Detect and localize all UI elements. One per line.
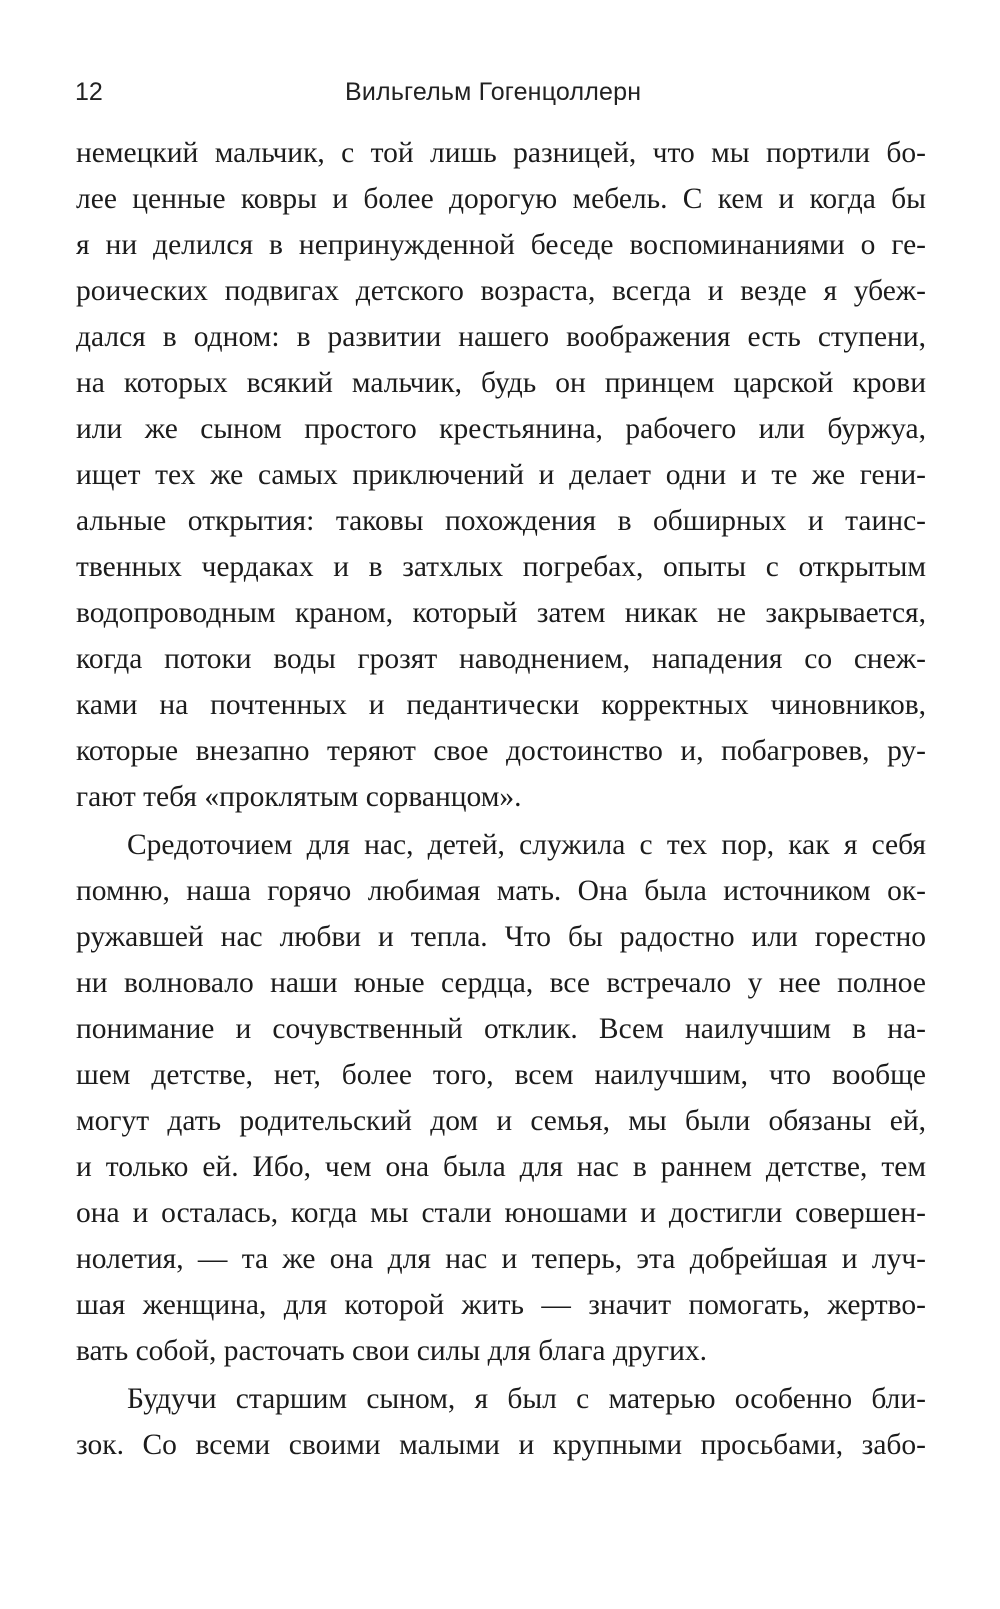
text-line: или же сыном простого крестьянина, рабочего или буржуа,: [76, 413, 926, 445]
text-line: понимание и сочувственный отклик. Всем наилучшим в на-: [76, 1013, 926, 1045]
text-line: она и осталась, когда мы стали юношами и достигли совершен-: [76, 1197, 926, 1229]
text-line: нолетия, — та же она для нас и теперь, эта добрейшая и луч-: [76, 1243, 926, 1275]
running-header: [75, 78, 925, 118]
text-line: лее ценные ковры и более дорогую мебель. С кем и когда бы: [76, 183, 926, 215]
paragraph: [76, 130, 926, 820]
body-text: [76, 130, 926, 1468]
text-line: зок. Со всеми своими малыми и крупными просьбами, забо-: [76, 1429, 926, 1461]
text-line: Средоточием для нас, детей, служила с тех пор, как я себя: [127, 829, 926, 861]
text-line: водопроводным краном, который затем никак не закрывается,: [76, 597, 926, 629]
text-line: Будучи старшим сыном, я был с матерью особенно бли-: [127, 1383, 926, 1415]
text-line: могут дать родительский дом и семья, мы были обязаны ей,: [76, 1105, 926, 1137]
text-line: ищет тех же самых приключений и делает одни и те же гени-: [76, 459, 926, 491]
running-head-title: Вильгельм Гогенцоллерн: [345, 78, 642, 106]
text-line: твенных чердаках и в затхлых погребах, опыты с открытым: [76, 551, 926, 583]
paragraph: [76, 1376, 926, 1468]
text-line: альные открытия: таковы похождения в обширных и таинс-: [76, 505, 926, 537]
text-line: роических подвигах детского возраста, всегда и везде я убеж-: [76, 275, 926, 307]
text-line: когда потоки воды грозят наводнением, нападения со снеж-: [76, 643, 926, 675]
text-line: на которых всякий мальчик, будь он принцем царской крови: [76, 367, 926, 399]
text-line: гают тебя «проклятым сорванцом».: [76, 781, 522, 813]
text-line: ками на почтенных и педантически корректных чиновников,: [76, 689, 926, 721]
text-line: и только ей. Ибо, чем она была для нас в раннем детстве, тем: [76, 1151, 926, 1183]
text-line: шем детстве, нет, более того, всем наилучшим, что вообще: [76, 1059, 926, 1091]
text-line: дался в одном: в развитии нашего воображения есть ступени,: [76, 321, 926, 353]
text-line: помню, наша горячо любимая мать. Она была источником ок-: [76, 875, 926, 907]
text-line: немецкий мальчик, с той лишь разницей, что мы портили бо-: [76, 137, 926, 169]
paragraph: [76, 822, 926, 1374]
text-line: которые внезапно теряют свое достоинство и, побагровев, ру-: [76, 735, 926, 767]
page-number: 12: [75, 78, 103, 106]
text-line: ни волновало наши юные сердца, все встречало у нее полное: [76, 967, 926, 999]
text-line: вать собой, расточать свои силы для блага других.: [76, 1335, 708, 1367]
text-line: шая женщина, для которой жить — значит помогать, жертво-: [76, 1289, 926, 1321]
text-line: ружавшей нас любви и тепла. Что бы радостно или горестно: [76, 921, 926, 953]
text-line: я ни делился в непринужденной беседе воспоминаниями о ге-: [76, 229, 926, 261]
